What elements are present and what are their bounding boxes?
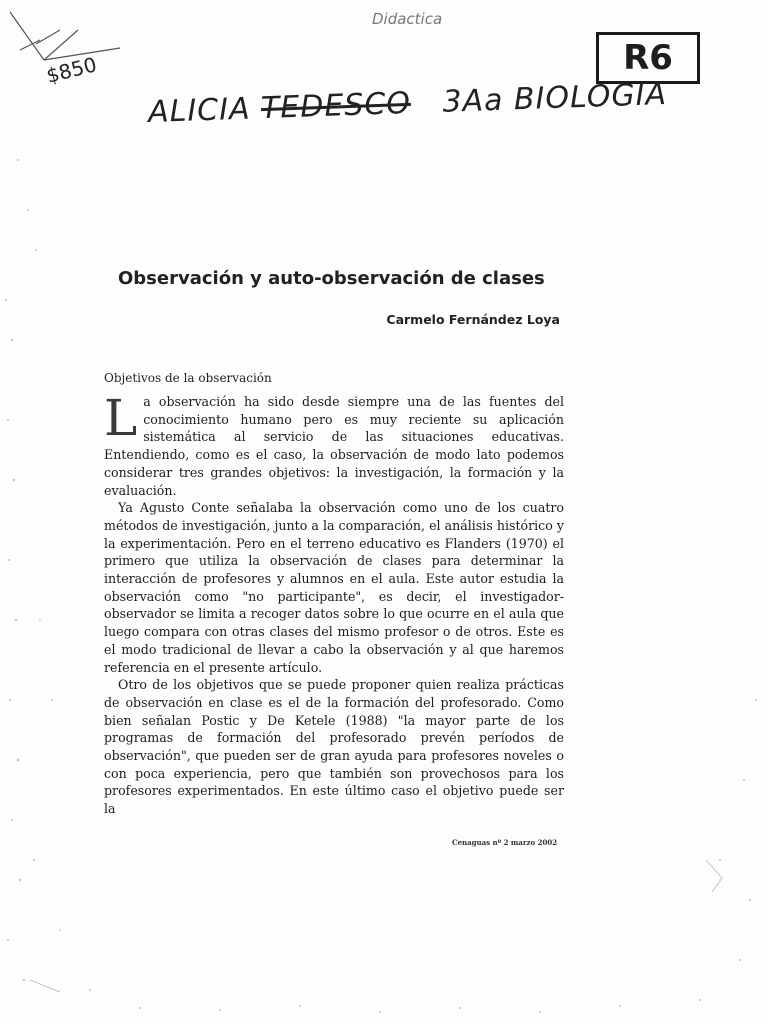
handwritten-note-top: Didactica: [372, 10, 443, 28]
paragraph-3: Otro de los objetivos que se puede proponer quien realiza prácticas de observación en clase es el de la formación del profesorado. Como bien señalan Postic y De Ketele (1988) "la mayor parte de los programas de formación del profesorado prevén períodos de observación", que pueden ser de gran ayuda para profesores noveles o con poca experiencia, pero que también son provechosos para los profesores experimentados. En este último caso el objetivo puede ser la: [104, 677, 564, 817]
course-label: 3Aa BIOLOGIA: [441, 76, 668, 120]
article-body: [104, 389, 564, 818]
handwritten-price: $850: [43, 52, 100, 88]
drop-cap: L: [104, 389, 138, 447]
paragraph-1: [104, 389, 564, 499]
student-surname-struck: TEDESCO: [260, 85, 412, 127]
page-footer: Cenaguas nº 2 marzo 2002: [452, 838, 558, 847]
handwritten-code-box: R6: [596, 32, 700, 84]
section-heading: Objetivos de la observación: [104, 371, 272, 385]
student-name: ALICIA: [147, 91, 252, 131]
article-title: Observación y auto-observación de clases: [118, 268, 545, 289]
paragraph-1-text: a observación ha sido desde siempre una de las fuentes del conocimiento humano pero es muy reciente su aplicación sistemática al servicio de las situaciones educativas. Entendiendo, como es el caso, la observación de modo lato podemos considerar tres grandes objetivos: la investigación, la formación y la evaluación.: [104, 394, 564, 498]
paragraph-2: Ya Agusto Conte señalaba la observación como uno de los cuatro métodos de investigación, junto a la comparación, el análisis histórico y la experimentación. Pero en el terreno educativo es Flanders (1970) el primero que utiliza la observación de clases para determinar la interacción de profesores y alumnos en el aula. Este autor estudia la observación como "no participante", es decir, el investigador-observador se limita a recoger datos sobre lo que ocurre en el aula que luego compara con otras clases del mismo profesor o de otros. Este es el modo tradicional de llevar a cabo la observación y al que haremos referencia en el presente artículo.: [104, 500, 564, 675]
article-author: Carmelo Fernández Loya: [386, 312, 560, 327]
